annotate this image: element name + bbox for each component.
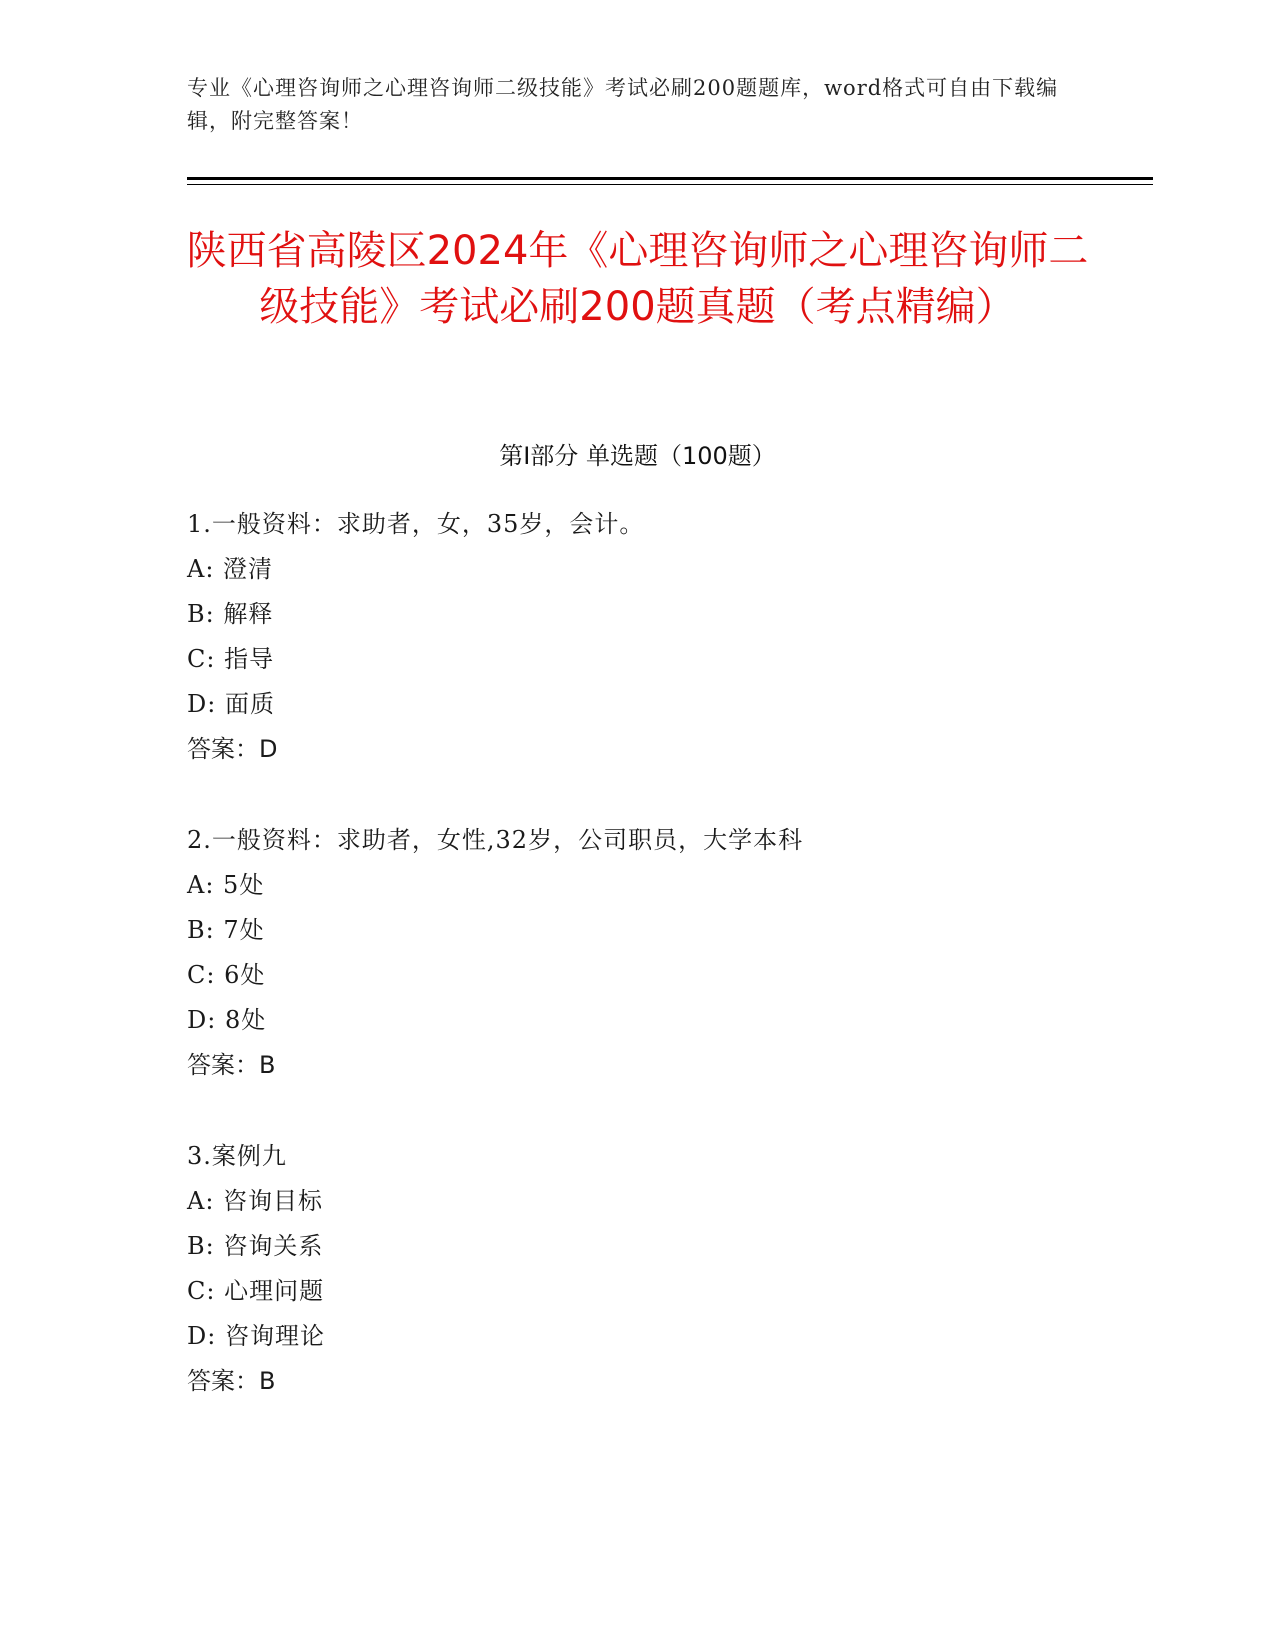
header-rule-thin — [187, 184, 1153, 185]
option-a: A: 咨询目标 — [187, 1187, 324, 1215]
header-note: 专业《心理咨询师之心理咨询师二级技能》考试必刷200题题库，word格式可自由下载编辑，附完整答案！ — [187, 76, 1059, 133]
option-c: C: 心理问题 — [187, 1277, 325, 1305]
option-d: D: 8处 — [187, 1006, 267, 1034]
answer: 答案：D — [187, 735, 278, 763]
option-b: B: 7处 — [187, 916, 265, 944]
answer: 答案：B — [187, 1367, 276, 1395]
document-title: 陕西省高陵区2024年《心理咨询师之心理咨询师二级技能》考试必刷200题真题（考点精编） — [186, 228, 1089, 330]
option-c: C: 6处 — [187, 961, 266, 989]
question-stem: 3.案例九 — [187, 1142, 287, 1170]
question-1 — [187, 502, 1087, 772]
option-c: C: 指导 — [187, 645, 275, 673]
option-a: A: 5处 — [187, 871, 265, 899]
question-3 — [187, 1134, 1087, 1404]
answer: 答案：B — [187, 1051, 276, 1079]
header-rule-thick — [187, 177, 1153, 180]
option-d: D: 咨询理论 — [187, 1322, 325, 1350]
section-heading: 第I部分 单选题（100题） — [499, 442, 776, 470]
option-b: B: 解释 — [187, 600, 274, 628]
question-2 — [187, 818, 1087, 1088]
option-d: D: 面质 — [187, 690, 275, 718]
option-b: B: 咨询关系 — [187, 1232, 324, 1260]
option-a: A: 澄清 — [187, 555, 274, 583]
question-stem: 1.一般资料：求助者，女，35岁，会计。 — [187, 510, 645, 538]
question-stem: 2.一般资料：求助者，女性,32岁，公司职员，大学本科 — [187, 826, 804, 854]
